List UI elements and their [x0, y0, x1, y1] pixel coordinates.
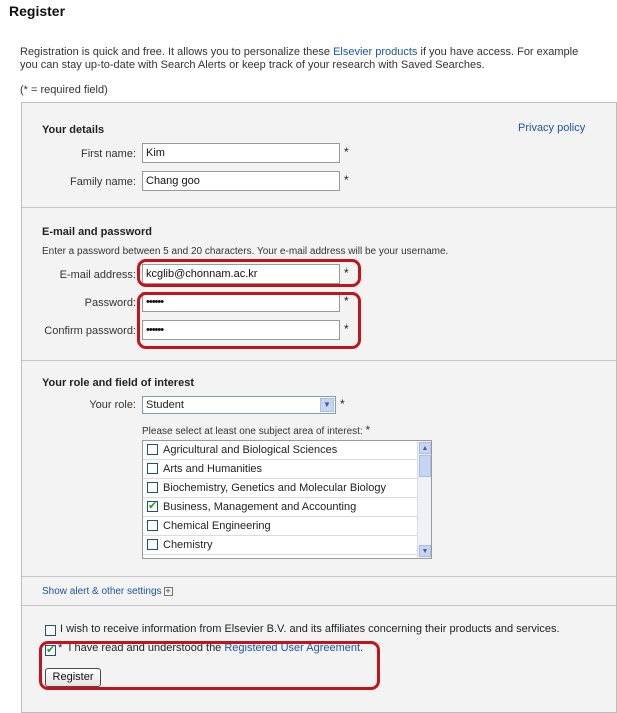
elsevier-products-link[interactable]: Elsevier products [333, 46, 418, 58]
section-divider [22, 576, 616, 577]
receive-info-checkbox[interactable] [45, 625, 56, 636]
intro-text-before: Registration is quick and free. It allows you to personalize these [20, 46, 334, 58]
email-password-heading: E-mail and password [42, 226, 153, 238]
listbox-scrollbar[interactable] [417, 441, 431, 558]
subject-checkbox[interactable] [147, 444, 158, 455]
family-name-label: Family name: [69, 176, 136, 188]
subject-prompt: Please select at least one subject area of interest: * [142, 423, 371, 437]
scroll-down-icon[interactable]: ▼ [419, 545, 431, 557]
required-marker: * [344, 266, 349, 280]
confirm-password-input[interactable]: •••••• [142, 320, 340, 340]
agreement-highlight [39, 641, 380, 690]
subject-checkbox[interactable] [147, 539, 158, 550]
role-select[interactable] [142, 396, 336, 414]
page-title: Register [9, 3, 66, 19]
privacy-policy-link[interactable]: Privacy policy [518, 122, 586, 134]
confirm-password-label: Confirm password: [44, 325, 136, 337]
alert-settings-toggle[interactable] [42, 586, 173, 597]
show-alert-settings-link[interactable]: Show alert & other settings [42, 586, 162, 597]
subject-item[interactable] [143, 498, 431, 517]
intro-text-after: if you have access. For example you can stay up-to-date with Search Alerts or keep track of your research with Saved Searches. [20, 46, 579, 71]
expand-plus-icon[interactable]: + [165, 585, 171, 596]
subject-label: Business, Management and Accounting [163, 501, 357, 513]
subject-checkbox[interactable] [147, 520, 158, 531]
your-details-heading: Your details [42, 124, 105, 136]
required-marker: * [58, 642, 63, 654]
required-marker: * [340, 397, 345, 411]
required-marker: * [344, 294, 349, 308]
email-highlight [137, 259, 361, 287]
role-select-value: Student [146, 399, 184, 411]
receive-info-label: I wish to receive information from Elsevier B.V. and its affiliates concerning their products and services. [60, 623, 560, 635]
section-divider [22, 360, 616, 361]
role-heading: Your role and field of interest [42, 377, 194, 389]
password-label: Password: [84, 297, 136, 309]
agreement-prefix: I have read and understood the [68, 642, 225, 654]
agreement-suffix: . [360, 642, 364, 654]
subject-listbox[interactable] [142, 440, 432, 559]
required-marker: * [344, 322, 349, 336]
password-input[interactable]: •••••• [142, 292, 340, 312]
subject-item[interactable] [143, 517, 431, 536]
required-field-note: (* = required field) [20, 84, 108, 96]
registration-form [21, 102, 617, 713]
user-agreement-link[interactable]: Registered User Agreement [224, 642, 361, 654]
required-marker: * [344, 145, 349, 159]
section-divider [22, 207, 616, 208]
subject-item[interactable] [143, 479, 431, 498]
email-label: E-mail address: [59, 269, 136, 281]
subject-checkbox[interactable] [147, 482, 158, 493]
role-label: Your role: [89, 399, 136, 411]
first-name-label: First name: [80, 148, 136, 160]
subject-label: Biochemistry, Genetics and Molecular Biology [163, 482, 386, 494]
intro-text [20, 46, 590, 72]
subject-label: Arts and Humanities [163, 463, 263, 475]
subject-label: Agricultural and Biological Sciences [163, 444, 338, 456]
subject-item[interactable] [143, 460, 431, 479]
subject-checkbox[interactable] [147, 501, 158, 512]
chevron-down-icon[interactable]: ▼ [320, 398, 334, 412]
password-highlight [137, 292, 361, 349]
subject-item[interactable] [143, 441, 431, 460]
first-name-input[interactable]: Kim [142, 143, 340, 163]
subject-label: Chemistry [163, 539, 213, 551]
scroll-thumb[interactable] [419, 455, 431, 477]
subject-item[interactable] [143, 536, 431, 555]
email-input[interactable]: kcglib@chonnam.ac.kr [142, 264, 340, 284]
register-button[interactable]: Register [45, 668, 101, 687]
required-marker: * [344, 173, 349, 187]
scroll-up-icon[interactable]: ▲ [419, 442, 431, 454]
password-hint: Enter a password between 5 and 20 characters. Your e-mail address will be your username. [42, 246, 449, 257]
subject-label: Chemical Engineering [163, 520, 271, 532]
section-divider [22, 605, 616, 606]
subject-checkbox[interactable] [147, 463, 158, 474]
family-name-input[interactable]: Chang goo [142, 171, 340, 191]
